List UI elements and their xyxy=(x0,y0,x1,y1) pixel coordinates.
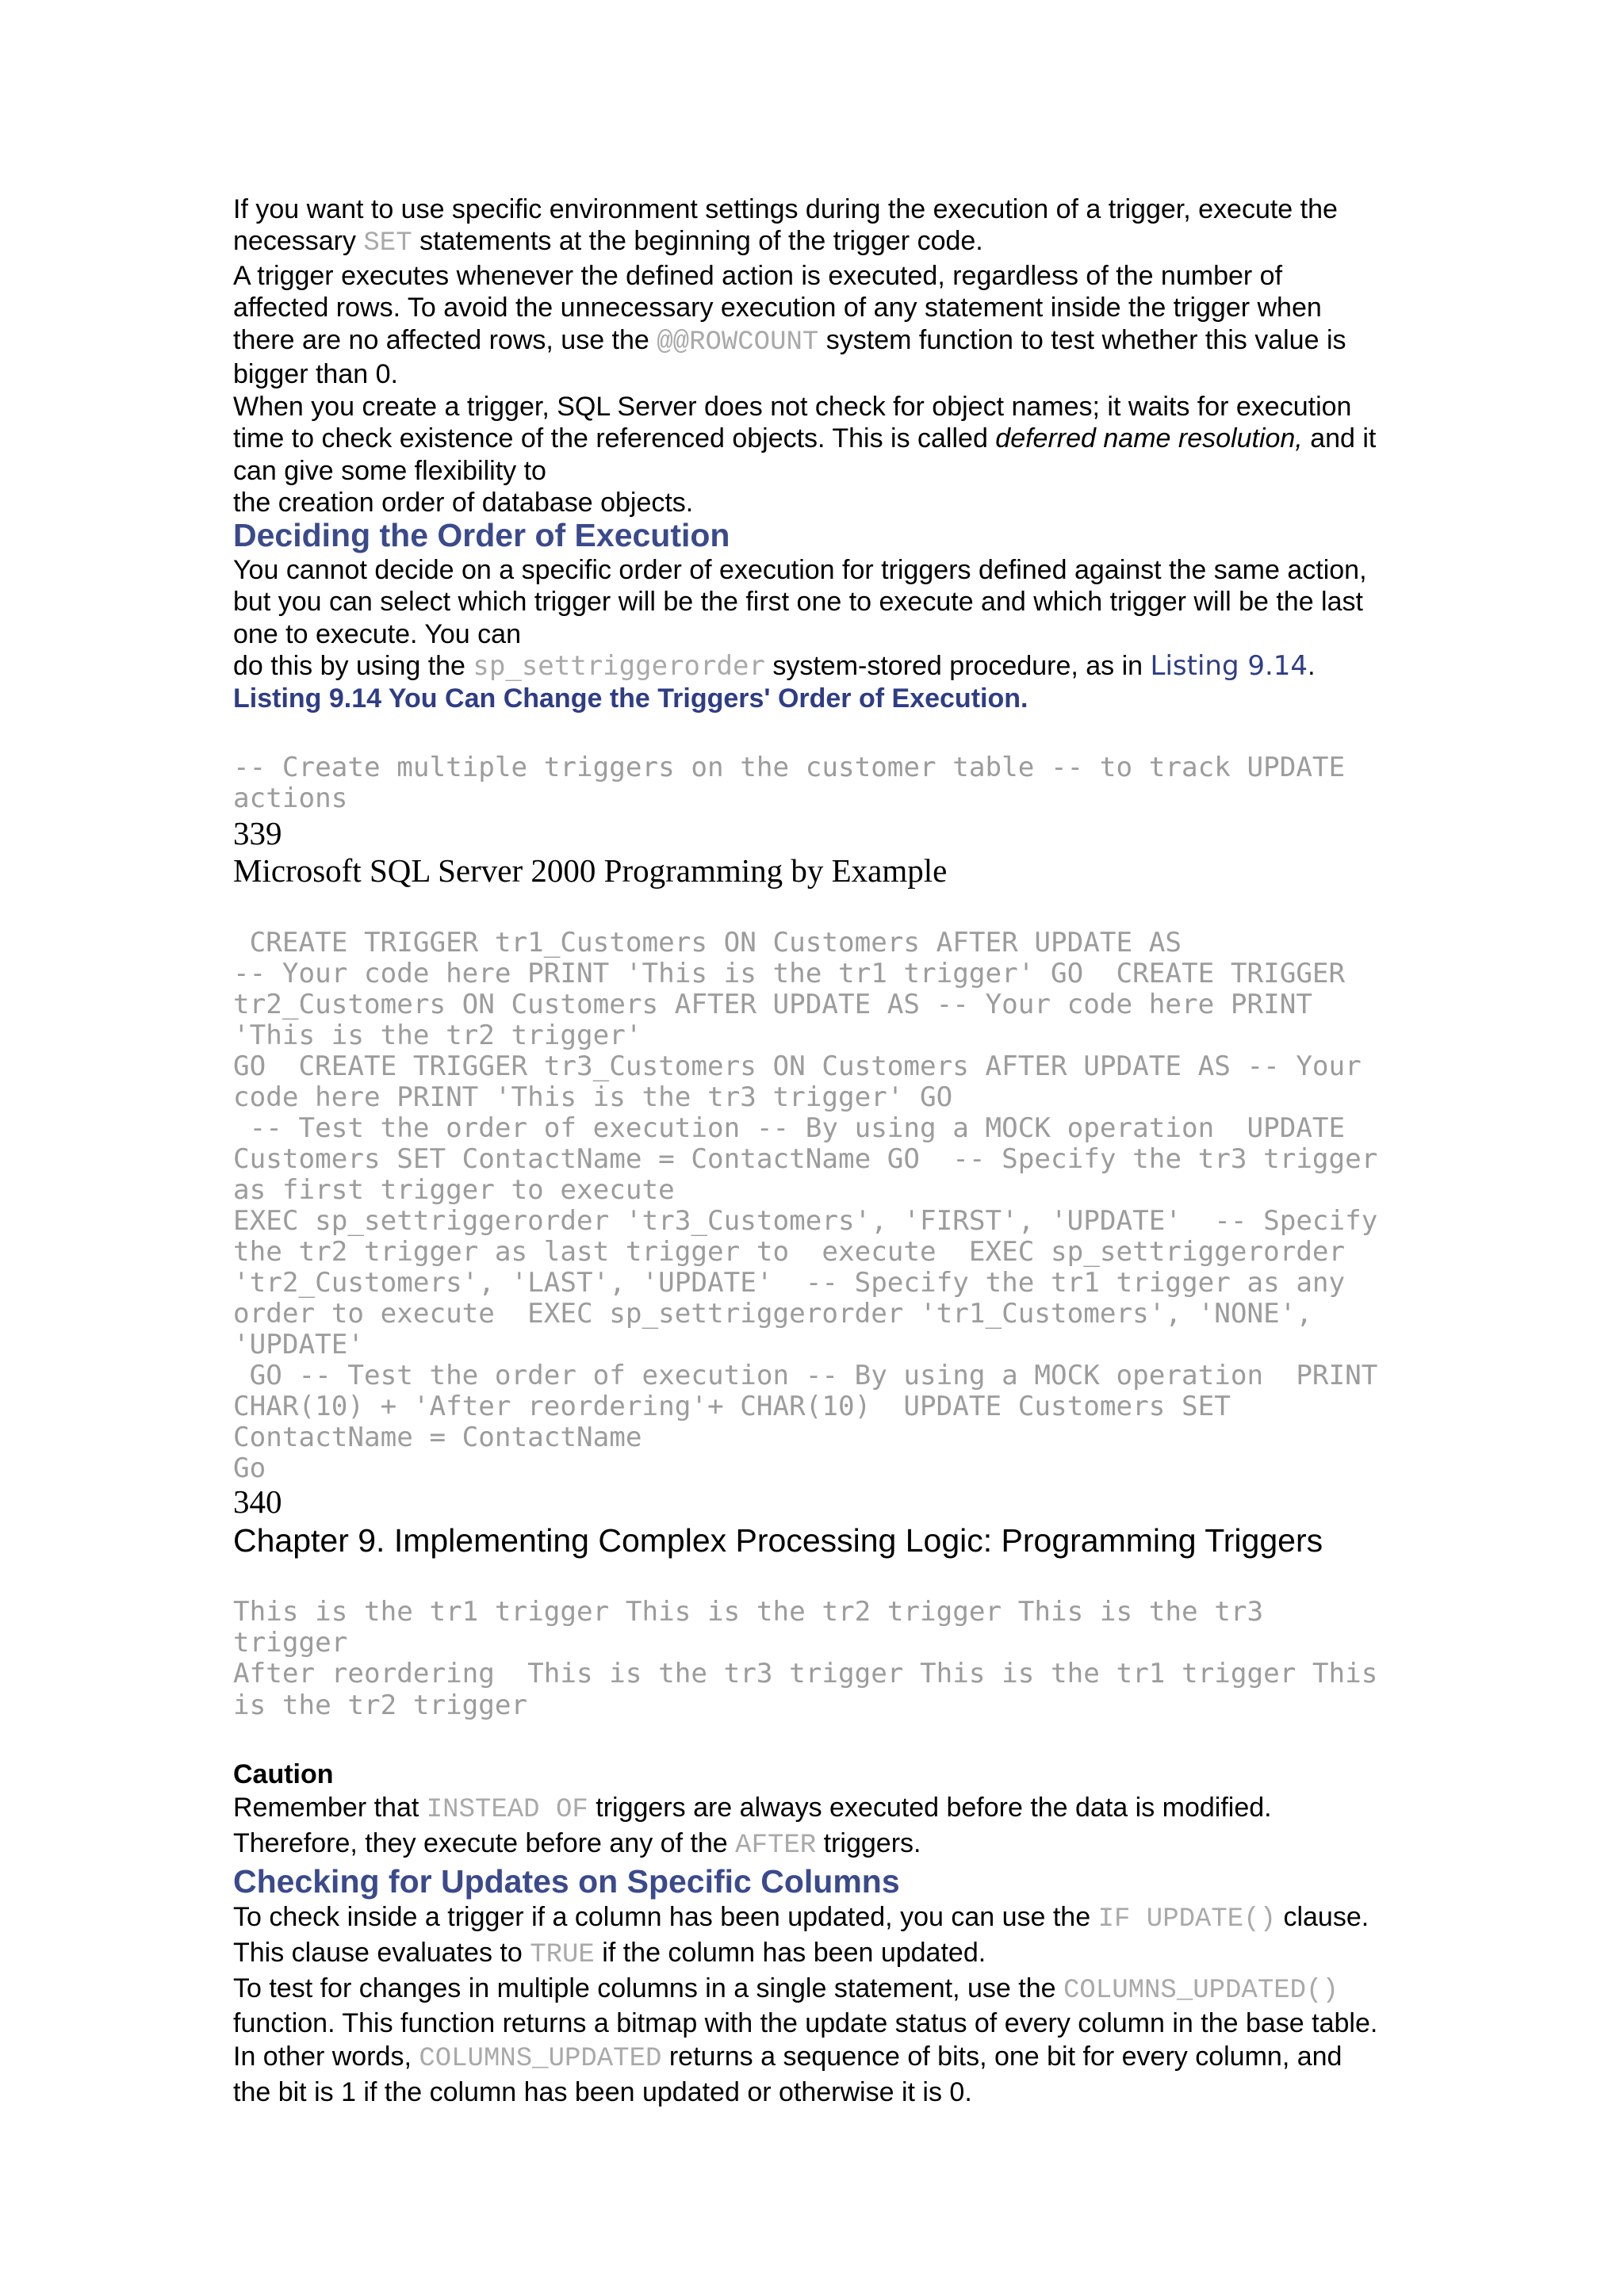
text-segment: if the column has been updated. xyxy=(594,1937,986,1968)
inline-code-instead-of: INSTEAD OF xyxy=(426,1795,588,1826)
paragraph-line: one to execute. You can xyxy=(233,618,521,649)
code-line: 'This is the tr2 trigger' xyxy=(233,1019,642,1051)
caution-note xyxy=(233,1791,1624,1862)
paragraph-line xyxy=(233,2041,1624,2076)
running-book-title: Microsoft SQL Server 2000 Programming by Example xyxy=(233,851,948,889)
code-line: GO -- Test the order of execution -- By using a MOCK operation PRINT xyxy=(233,1360,1378,1392)
code-line: 'UPDATE' xyxy=(233,1329,364,1361)
text-segment: statements at the beginning of the trigger code. xyxy=(412,226,983,257)
text-segment: clause. xyxy=(1276,1902,1369,1933)
listing-caption: Listing 9.14 You Can Change the Triggers' Order of Execution. xyxy=(233,683,1028,714)
code-line: order to execute EXEC sp_settriggerorder 'tr1_Customers', 'NONE', xyxy=(233,1298,1312,1330)
paragraph-line xyxy=(233,1937,1624,1973)
text-segment: system function to test whether this value is xyxy=(818,324,1346,355)
code-line: ContactName = ContactName xyxy=(233,1422,642,1454)
paragraph-line: can give some flexibility to xyxy=(233,455,546,486)
listing-link[interactable]: Listing 9.14 xyxy=(1150,650,1308,683)
paragraph-line: If you want to use specific environment settings during the execution of a trigger, execute the xyxy=(233,194,1338,224)
paragraph-line xyxy=(233,423,1624,454)
code-line: CREATE TRIGGER tr1_Customers ON Customers AFTER UPDATE AS xyxy=(233,926,1182,959)
paragraph-line: function. This function returns a bitmap with the update status of every column in the base table. xyxy=(233,2008,1378,2039)
paragraph-line: You cannot decide on a specific order of execution for triggers defined against the same action, xyxy=(233,554,1367,585)
intro-section xyxy=(233,193,1624,519)
code-block-part2 xyxy=(233,928,1624,1485)
inline-code-rowcount: @@ROWCOUNT xyxy=(657,327,819,358)
text-segment: triggers. xyxy=(816,1828,921,1859)
text-segment: In other words, xyxy=(233,2042,419,2072)
inline-code-set: SET xyxy=(363,228,412,259)
code-line: -- Your code here PRINT 'This is the tr1 trigger' GO CREATE TRIGGER xyxy=(233,957,1346,989)
output-line: This is the tr1 trigger This is the tr2 trigger This is the tr3 xyxy=(233,1595,1264,1628)
code-line: tr2_Customers ON Customers AFTER UPDATE AS -- Your code here PRINT xyxy=(233,988,1312,1020)
code-line: GO CREATE TRIGGER tr3_Customers ON Customers AFTER UPDATE AS -- Your xyxy=(233,1050,1362,1082)
code-line: as first trigger to execute xyxy=(233,1173,675,1206)
emphasis-term: deferred name resolution, xyxy=(995,423,1303,454)
inline-code-true: TRUE xyxy=(530,1939,595,1970)
paragraph-line: the bit is 1 if the column has been updated or otherwise it is 0. xyxy=(233,2077,972,2108)
text-segment: returns a sequence of bits, one bit for every column, and xyxy=(661,2042,1342,2072)
code-line: Go xyxy=(233,1452,266,1485)
paragraph-line xyxy=(233,1901,1624,1937)
paragraph-environment-settings xyxy=(233,193,1624,260)
paragraph-deferred-resolution xyxy=(233,391,1624,519)
paragraph-line: but you can select which trigger will be the first one to execute and which trigger will be the last xyxy=(233,587,1363,618)
text-segment: necessary xyxy=(233,226,364,257)
paragraph-line xyxy=(233,1973,1624,2008)
inline-code-if-update: IF UPDATE() xyxy=(1097,1904,1277,1935)
code-block-part1 xyxy=(233,752,1624,814)
paragraph-line: A trigger executes whenever the defined action is executed, regardless of the number of xyxy=(233,260,1283,291)
paragraph-rowcount xyxy=(233,260,1624,391)
text-segment: To check inside a trigger if a column has been updated, you can use the xyxy=(233,1902,1098,1933)
code-line: CHAR(10) + 'After reordering'+ CHAR(10) UPDATE Customers SET xyxy=(233,1391,1231,1423)
code-line: -- Create multiple triggers on the customer table -- to track UPDATE xyxy=(233,752,1346,784)
paragraph-line xyxy=(233,650,1624,683)
section-heading-order: Deciding the Order of Execution xyxy=(233,516,730,553)
text-segment: Therefore, they execute before any of the xyxy=(233,1828,736,1859)
paragraph-line xyxy=(233,1791,1624,1827)
paragraph-columns xyxy=(233,1901,1624,2110)
page-number: 339 xyxy=(233,814,282,851)
section-heading-columns: Checking for Updates on Specific Columns xyxy=(233,1863,900,1900)
code-line: EXEC sp_settriggerorder 'tr3_Customers', 'FIRST', 'UPDATE' -- Specify xyxy=(233,1204,1378,1237)
text-segment: . xyxy=(1308,651,1316,682)
paragraph-line: bigger than 0. xyxy=(233,359,398,390)
paragraph-line: the creation order of database objects. xyxy=(233,488,694,519)
code-line: code here PRINT 'This is the tr3 trigger' GO xyxy=(233,1081,953,1113)
code-line: actions xyxy=(233,783,348,815)
page-number: 340 xyxy=(233,1483,282,1521)
paragraph-line xyxy=(233,324,1624,358)
caution-label: Caution xyxy=(233,1759,334,1790)
text-segment: This clause evaluates to xyxy=(233,1937,530,1968)
inline-code-sp-settriggerorder: sp_settriggerorder xyxy=(473,650,765,683)
output-line: is the tr2 trigger xyxy=(233,1689,528,1721)
running-chapter-title: Chapter 9. Implementing Complex Processing Logic: Programming Triggers xyxy=(233,1522,1323,1559)
text-segment: system-stored procedure, as in xyxy=(764,651,1151,682)
output-line: After reordering This is the tr3 trigger This is the tr1 trigger This xyxy=(233,1658,1378,1690)
text-segment: triggers are always executed before the data is modified. xyxy=(588,1793,1272,1823)
paragraph-line xyxy=(233,1827,1624,1862)
text-segment: Remember that xyxy=(233,1793,427,1823)
code-line: 'tr2_Customers', 'LAST', 'UPDATE' -- Specify the tr1 trigger as any xyxy=(233,1267,1346,1299)
text-segment: and it xyxy=(1302,423,1377,454)
text-segment: there are no affected rows, use the xyxy=(233,324,657,355)
code-line: Customers SET ContactName = ContactName GO -- Specify the tr3 trigger xyxy=(233,1142,1378,1175)
inline-code-columns-updated: COLUMNS_UPDATED() xyxy=(1063,1975,1339,2006)
inline-code-after: AFTER xyxy=(735,1831,817,1862)
paragraph-order xyxy=(233,554,1624,683)
paragraph-line: When you create a trigger, SQL Server does not check for object names; it waits for execution xyxy=(233,391,1352,422)
output-line: trigger xyxy=(233,1627,348,1659)
inline-code-columns-updated: COLUMNS_UPDATED xyxy=(419,2044,662,2075)
code-line: the tr2 trigger as last trigger to execute EXEC sp_settriggerorder xyxy=(233,1235,1346,1268)
text-segment: time to check existence of the referenced objects. This is called xyxy=(233,423,996,454)
text-segment: To test for changes in multiple columns in a single statement, use the xyxy=(233,1973,1063,2003)
text-segment: do this by using the xyxy=(233,651,473,682)
output-block xyxy=(233,1597,1624,1721)
paragraph-line: affected rows. To avoid the unnecessary execution of any statement inside the trigger when xyxy=(233,293,1322,323)
code-line: -- Test the order of execution -- By using a MOCK operation UPDATE xyxy=(233,1112,1346,1144)
paragraph-line xyxy=(233,225,1624,259)
